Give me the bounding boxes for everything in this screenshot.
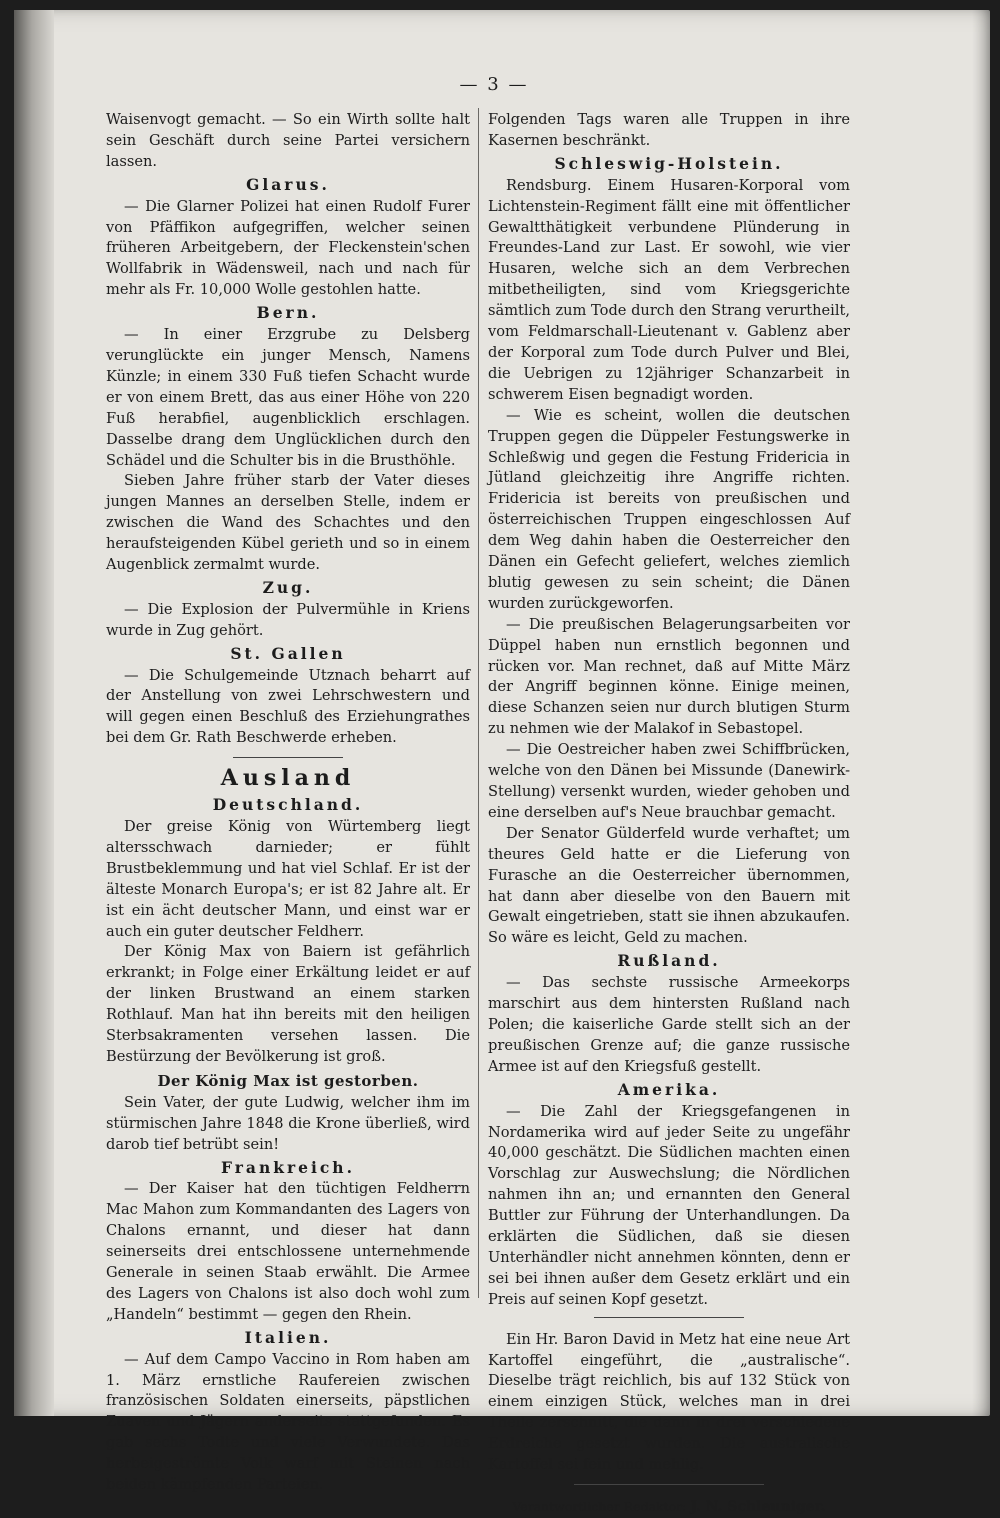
column-divider — [478, 108, 479, 1298]
article-text: — Die Glarner Polizei hat einen Rudolf Furer von Pfäffikon aufgegriffen, welcher seinen früheren Arbeitgebern, der Fleckenstein'schen Wollfabrik in Wädensweil, nach und nach für mehr als Fr. 10,000 Wolle gestohlen hatte. — [106, 197, 470, 299]
section-heading-ausland: Ausland — [220, 765, 356, 792]
section-heading-italien: Italien. — [244, 1327, 332, 1347]
article-text: — Wie es scheint, wollen die deutschen Truppen gegen die Düppeler Festungswerke in Schleßwig und gegen die Festung Fridericia in Jütland gleichzeitig ihre Angriffe richten. Fridericia ist bereits von preußischen und österreichischen Truppen eingeschlossen Auf dem Weg dahin haben die Oesterreicher den Dänen ein Gefecht geliefert, welches ziemlich blutig gewesen zu sein scheint; die Dänen wurden zurückgeworfen. — [488, 406, 850, 612]
separator-rule — [574, 1484, 764, 1485]
article-text: — Die Explosion der Pulvermühle in Kriens wurde in Zug gehört. — [106, 600, 470, 639]
article-text: Sieben Jahre früher starb der Vater dieses jungen Mannes an derselben Stelle, indem er zwischen die Wand des Schachtes und den heraufsteigenden Kübel gerieth und so in einem Augenblick zermalmt wurde. — [106, 472, 470, 574]
editor-credit — [488, 1497, 850, 1518]
section-heading-glarus: Glarus. — [246, 174, 330, 194]
section-heading-zug: Zug. — [262, 577, 314, 597]
section-heading-koenig-gestorben: Der König Max ist gestorben. — [157, 1071, 419, 1090]
article-text: — Auf dem Campo Vaccino in Rom haben am 1. März ernstliche Raufereien zwischen französischen Soldaten einerseits, päpstlichen Zuaven und Jägern anderseits stattgefunden. Es gab sechs Todte und viele Verwundete. Das herbeigeströmte Volk warf mit Steinen nach beiden kämpfenden Parteien. — [106, 1350, 470, 1494]
section-heading-russland: Rußland. — [617, 951, 721, 971]
page-edge-shadow — [972, 10, 990, 1416]
left-column — [106, 110, 470, 1496]
section-heading-amerika: Amerika. — [617, 1079, 721, 1099]
newspaper-page — [14, 10, 990, 1515]
article-text: — In einer Erzgrube zu Delsberg verunglückte ein junger Mensch, Namens Künzle; in einem 330 Fuß tiefen Schacht wurde er von einem Brett, das aus einer Höhe von 220 Fuß herabfiel, augenblicklich erschlagen. Dasselbe drang dem Unglücklichen durch den Schädel und die Schulter bis in die Brusthöhle. — [106, 326, 470, 469]
book-spine-shadow — [14, 10, 54, 1416]
section-heading-st-gallen: St. Gallen — [230, 643, 346, 663]
editor-credit-label: Verantwortlicher Redaktor: — [512, 1499, 687, 1514]
section-heading-frankreich: Frankreich. — [221, 1157, 355, 1177]
article-text: Ein Hr. Baron David in Metz hat eine neue Art Kartoffel eingeführt, die „australische“. Dieselbe trägt reichlich, bis auf 132 Stück von einem einzigen Stück, welches man in drei Theile zerschnitt, die dann in drei verschiedene Erdreiche gesetzt wurden. Die australische Kartoffel sei fein und mehlig. — [488, 1330, 850, 1474]
article-text: Der Senator Gülderfeld wurde verhaftet; um theures Geld hatte er die Lieferung von Furasche an die Oesterreicher übernommen, hat dann aber dieselbe von den Bauern mit Gewalt eingetrieben, statt sie ihnen abzukaufen. So wäre es leicht, Geld zu machen. — [488, 824, 850, 947]
article-text: Der greise König von Würtemberg liegt altersschwach darnieder; er fühlt Brustbeklemmung und hat viel Schlaf. Er ist der älteste Monarch Europa's; er ist 82 Jahre alt. Er ist ein ächt deutscher Mann, und einst war er auch ein guter deutscher Feldherr. — [106, 818, 470, 940]
article-text: — Die Zahl der Kriegsgefangenen in Nordamerika wird auf jeder Seite zu ungefähr 40,000 geschätzt. Die Südlichen machten einen Vorschlag zur Auswechslung; die Nördlichen nahmen ihn an; und ernannten den General Buttler zur Führung der Unterhandlungen. Da erklärten die Südlichen, daß sie diesen Unterhändler nicht annehmen könnten, denn er sei bei ihnen außer dem Gesetz erklärt und ein Preis auf seinen Kopf gesetzt. — [488, 1102, 850, 1308]
editor-name: J. N. Schleuniger. — [690, 1499, 826, 1515]
separator-rule — [594, 1317, 744, 1318]
article-text: — Die Schulgemeinde Utznach beharrt auf der Anstellung von zwei Lehrschwestern und will gegen einen Beschluß des Erziehungrathes bei dem Gr. Rath Beschwerde erheben. — [106, 666, 470, 747]
article-text: — Die preußischen Belagerungsarbeiten vor Düppel haben nun ernstlich begonnen und rücken vor. Man rechnet, daß auf Mitte März der Angriff beginnen könne. Einige meinen, diese Schanzen seien nur durch blutigen Sturm zu nehmen wie der Malakof in Sebastopel. — [488, 615, 850, 738]
page-number: — 3 — — [459, 74, 529, 95]
article-text: Rendsburg. Einem Husaren-Korporal vom Lichtenstein-Regiment fällt eine mit öffentlicher Gewaltthätigkeit verbundene Plünderung in Freundes-Land zur Last. Er sowohl, wie vier Husaren, welche sich an dem Verbrechen mitbetheiligten, sind vom Kriegsgerichte sämtlich zum Tode durch den Strang verurtheilt, vom Feldmarschall-Lieutenant v. Gablenz aber der Korporal zum Tode durch Pulver und Blei, die Uebrigen zu 12jähriger Schanzarbeit in schwerem Eisen begnadigt worden. — [488, 176, 850, 403]
article-text: — Das sechste russische Armeekorps marschirt aus dem hintersten Rußland nach Polen; die kaiserliche Garde stellt sich an der preußischen Grenze auf; die ganze russische Armee ist auf den Kriegsfuß gestellt. — [488, 974, 850, 1075]
section-heading-deutschland: Deutschland. — [212, 795, 364, 815]
separator-rule — [233, 757, 343, 758]
section-heading-bern: Bern. — [256, 303, 320, 323]
section-heading-schleswig-holstein: Schleswig-Holstein. — [554, 153, 784, 173]
article-text: Sein Vater, der gute Ludwig, welcher ihm im stürmischen Jahre 1848 die Krone überließ, wird darob tief betrübt sein! — [106, 1093, 470, 1153]
article-text: Waisenvogt gemacht. — So ein Wirth sollte halt sein Geschäft durch seine Partei versichern lassen. — [106, 111, 470, 170]
right-column — [488, 110, 850, 1518]
article-text: Folgenden Tags waren alle Truppen in ihre Kasernen beschränkt. — [488, 111, 850, 149]
article-text: — Der Kaiser hat den tüchtigen Feldherrn Mac Mahon zum Kommandanten des Lagers von Chalons ernannt, und dieser hat dann seinerseits drei entschlossene unternehmende Generale in seinen Staab erwählt. Die Armee des Lagers von Chalons ist also doch wohl zum „Handeln“ bestimmt — gegen den Rhein. — [106, 1180, 470, 1323]
article-text: — Die Oestreicher haben zwei Schiffbrücken, welche von den Dänen bei Missunde (Danewirk-Stellung) versenkt wurden, wieder gehoben und eine derselben auf's Neue brauchbar gemacht. — [488, 741, 850, 821]
article-text: Der König Max von Baiern ist gefährlich erkrankt; in Folge einer Erkältung leidet er auf der linken Brustwand an einem starken Rothlauf. Man hat ihn bereits mit den heiligen Sterbsakramenten versehen lassen. Die Bestürzung der Bevölkerung ist groß. — [106, 943, 470, 1065]
